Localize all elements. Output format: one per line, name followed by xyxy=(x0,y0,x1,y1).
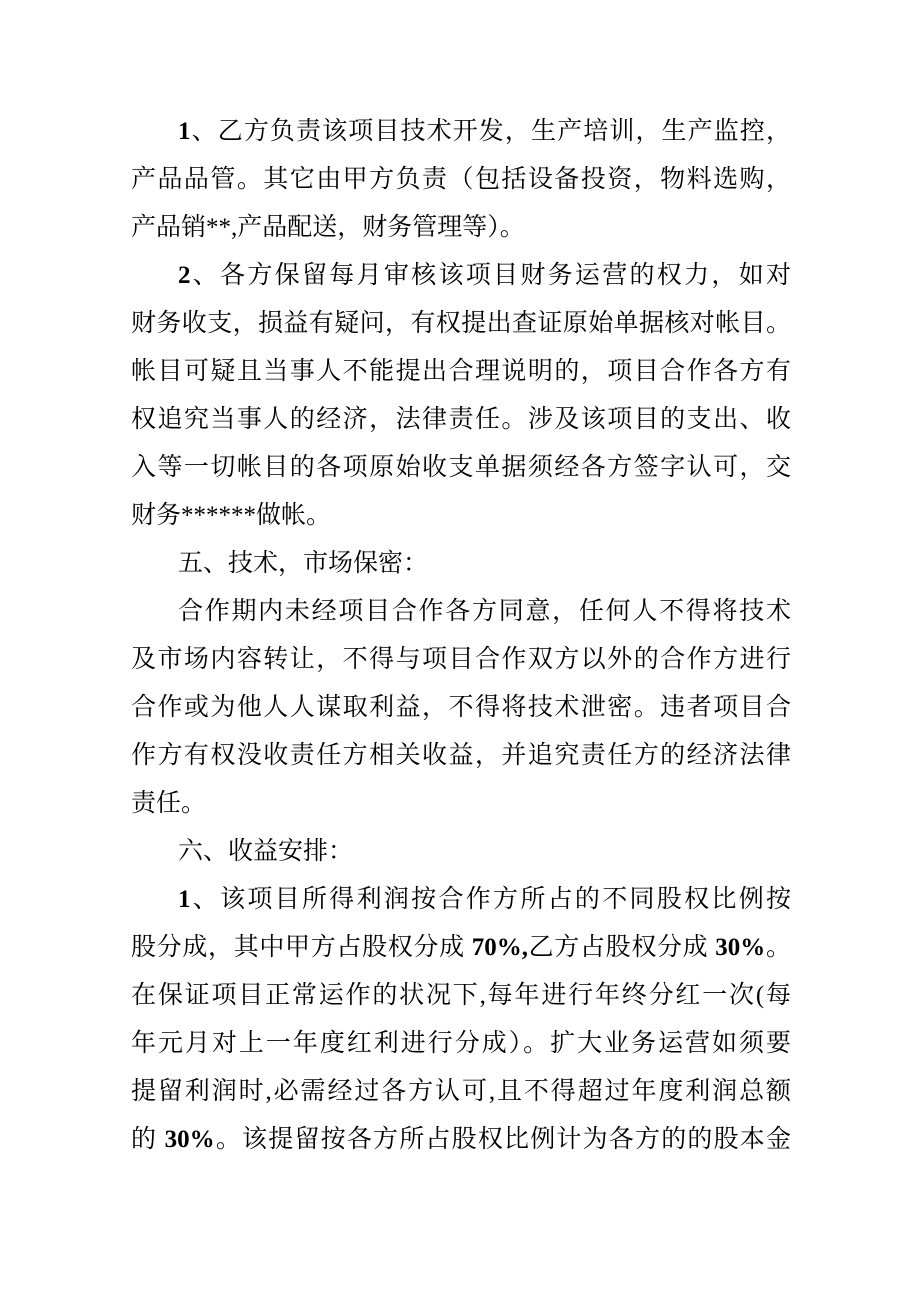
document-line xyxy=(131,636,791,684)
text-segment: 乙方占股权分成 xyxy=(527,934,716,961)
text-segment: 30% xyxy=(715,934,766,961)
text-segment: 及市场内容转让，不得与项目合作双方以外的合作方进行 xyxy=(131,646,791,673)
text-segment: 提留利润时,必需经过各方认可,且不得超过年度利润总额 xyxy=(131,1078,791,1105)
document-line xyxy=(131,540,791,588)
text-segment: 合作或为他人人谋取利益，不得将技术泄密。违者项目合 xyxy=(131,694,791,721)
text-segment: 股分成，其中甲方占股权分成 xyxy=(131,934,472,961)
document-line xyxy=(131,588,791,636)
document-line xyxy=(131,300,791,348)
document-line xyxy=(131,876,791,924)
text-segment: 。 xyxy=(765,934,791,961)
text-segment: 作方有权没收责任方相关收益，并追究责任方的经济法律 xyxy=(131,742,791,769)
text-segment: 2 xyxy=(178,262,191,289)
text-segment: 入等一切帐目的各项原始收支单据须经各方签字认可，交 xyxy=(131,454,791,481)
text-segment: 70%, xyxy=(471,934,528,961)
document-line xyxy=(131,972,791,1020)
text-segment: 1 xyxy=(178,886,191,913)
document-line xyxy=(131,108,791,156)
text-segment: 责任。 xyxy=(131,790,207,817)
document-line xyxy=(131,156,791,204)
document-line xyxy=(131,1068,791,1116)
document-line xyxy=(131,732,791,780)
text-segment: 、各方保留每月审核该项目财务运营的权力，如对 xyxy=(190,262,791,289)
text-segment: 的 xyxy=(131,1126,165,1153)
document-line xyxy=(131,828,791,876)
text-segment: 帐目可疑且当事人不能提出合理说明的，项目合作各方有 xyxy=(131,358,791,385)
document-line xyxy=(131,348,791,396)
text-segment: 五、技术，市场保密： xyxy=(178,550,429,577)
document-line xyxy=(131,780,791,828)
text-segment: 、乙方负责该项目技术开发，生产培训，生产监控， xyxy=(190,118,791,145)
document-line xyxy=(131,396,791,444)
text-segment: 产品品管。其它由甲方负责（包括设备投资，物料选购， xyxy=(131,166,791,193)
text-segment: 30% xyxy=(164,1126,215,1153)
document-line xyxy=(131,252,791,300)
text-segment: 、该项目所得利润按合作方所占的不同股权比例按 xyxy=(190,886,791,913)
text-segment: 产品销**,产品配送，财务管理等）。 xyxy=(131,214,525,241)
text-segment: 六、收益安排： xyxy=(178,838,354,865)
document-line xyxy=(131,1020,791,1068)
text-segment: 合作期内未经项目合作各方同意，任何人不得将技术 xyxy=(178,598,791,625)
document-line xyxy=(131,1116,791,1164)
document-line xyxy=(131,444,791,492)
text-segment: 。该提留按各方所占股权比例计为各方的的股本金 xyxy=(214,1126,791,1153)
text-segment: 财务******做帐。 xyxy=(131,502,332,529)
document-line xyxy=(131,204,791,252)
text-segment: 年元月对上一年度红利进行分成）。扩大业务运营如须要 xyxy=(131,1030,791,1057)
text-segment: 在保证项目正常运作的状况下,每年进行年终分红一次(每 xyxy=(131,982,791,1009)
text-segment: 财务收支，损益有疑问，有权提出查证原始单据核对帐目。 xyxy=(131,310,791,337)
text-segment: 权追究当事人的经济，法律责任。涉及该项目的支出、收 xyxy=(131,406,791,433)
text-segment: 1 xyxy=(178,118,191,145)
document-line xyxy=(131,924,791,972)
document-line xyxy=(131,684,791,732)
document-line xyxy=(131,492,791,540)
document-body xyxy=(131,108,791,1164)
